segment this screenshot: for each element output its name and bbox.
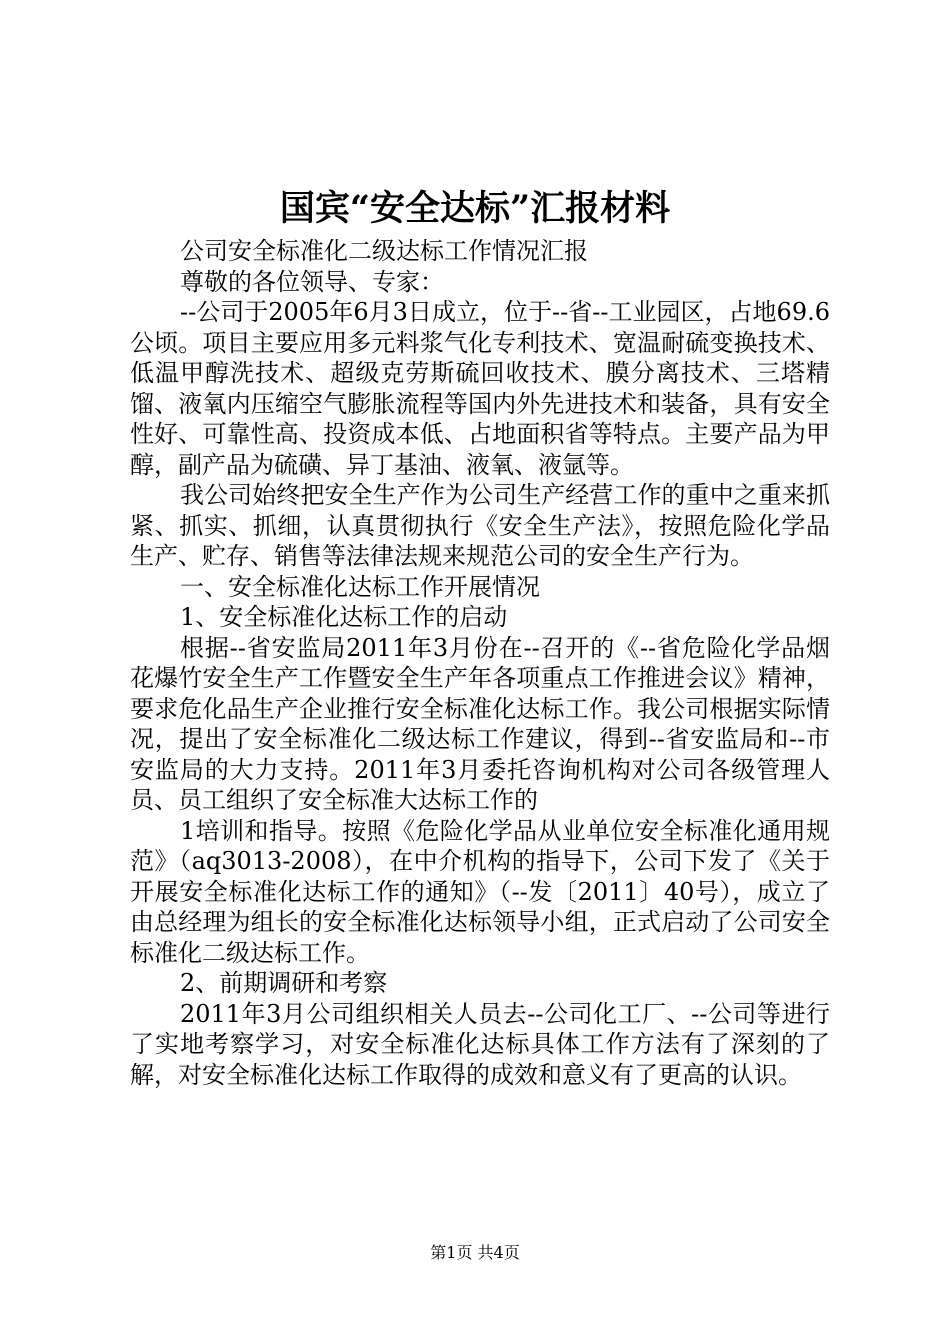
section-heading-1: 一、安全标准化达标工作开展情况 (180, 572, 540, 601)
document-body (130, 236, 830, 1090)
paragraph-research: 2011年3月公司组织相关人员去--公司化工厂、--公司等进行了实地考察学习，对安全标准化达标具体工作方法有了深刻的了解，对安全标准化达标工作取得的成效和意义有了更高的认识。 (130, 999, 830, 1089)
subsection-heading-2: 2、前期调研和考察 (180, 969, 388, 997)
paragraph-company-intro: --公司于2005年6月3日成立，位于--省--工业园区，占地69.6公顷。项目主要应用多元料浆气化专利技术、宽温耐硫变换技术、低温甲醇洗技术、超级克劳斯硫回收技术、膜分离技术、三塔精馏、液氧内压缩空气膨胀流程等国内外先进技术和装备，具有安全性好、可靠性高、投资成本低、占地面积省等特点。主要产品为甲醇，副产品为硫磺、异丁基油、液氧、液氩等。 (130, 298, 830, 479)
paragraph-training: 1培训和指导。按照《危险化学品从业单位安全标准化通用规范》（aq3013-2008），在中介机构的指导下，公司下发了《关于开展安全标准化达标工作的通知》（--发〔2011〕40号），成立了由总经理为组长的安全标准化达标领导小组，正式启动了公司安全标准化二级达标工作。 (130, 816, 830, 967)
paragraph-salutation: 尊敬的各位领导、专家： (180, 267, 444, 296)
paragraph-report-heading: 公司安全标准化二级达标工作情况汇报 (180, 237, 588, 265)
page-footer: 第1页 共4页 (430, 1243, 520, 1262)
document-title: 国宾“安全达标”汇报材料 (279, 188, 671, 229)
paragraph-launch: 根据--省安监局2011年3月份在--召开的《--省危险化学品烟花爆竹安全生产工作暨安全生产年各项重点工作推进会议》精神，要求危化品生产企业推行安全标准化达标工作。我公司根据实际情况，提出了安全标准化二级达标工作建议，得到--省安监局和--市安监局的大力支持。2011年3月委托咨询机构对公司各级管理人员、员工组织了安全标准大达标工作的 (130, 633, 830, 814)
paragraph-safety-commitment: 我公司始终把安全生产作为公司生产经营工作的重中之重来抓紧、抓实、抓细，认真贯彻执行《安全生产法》，按照危险化学品生产、贮存、销售等法律法规来规范公司的安全生产行为。 (130, 481, 830, 570)
subsection-heading-1: 1、安全标准化达标工作的启动 (180, 603, 508, 631)
